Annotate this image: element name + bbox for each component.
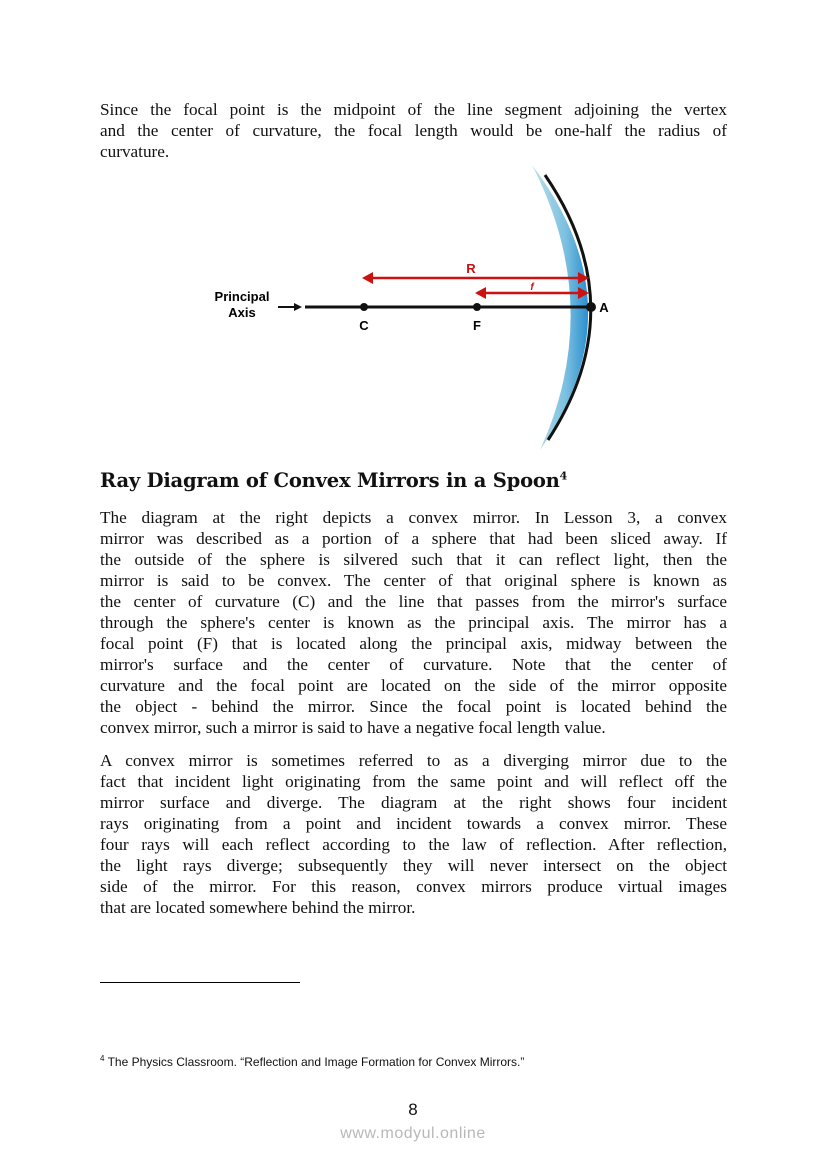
text-line: and the center of curvature, the focal length would be one-half the radius of [100, 121, 727, 140]
text-line: the object - behind the mirror. Since the focal point is located behind the [100, 697, 727, 716]
point-f-label: F [473, 318, 481, 333]
text-line: mirror's surface and the center of curvature. Note that the center of [100, 655, 727, 674]
text-line: Since the focal point is the midpoint of the line segment adjoining the vertex [100, 100, 727, 119]
heading-text: Ray Diagram of Convex Mirrors in a Spoon [100, 469, 560, 492]
text-line: curvature. [100, 142, 170, 161]
footnote-text: The Physics Classroom. “Reflection and Image Formation for Convex Mirrors.” [104, 1055, 525, 1069]
point-a-dot [586, 302, 596, 312]
text-line: that are located somewhere behind the mirror. [100, 898, 416, 917]
text-line: the center of curvature (C) and the line that passes from the mirror's surface [100, 592, 727, 611]
text-line: focal point (F) that is located along the principal axis, midway between the [100, 634, 727, 653]
text-line: mirror was described as a portion of a sphere that had been sliced away. If [100, 529, 727, 548]
text-line: four rays will each reflect according to the law of reflection. After reflection, [100, 835, 727, 854]
text-line: rays originating from a point and incident towards a convex mirror. These [100, 814, 727, 833]
text-line: side of the mirror. For this reason, convex mirrors produce virtual images [100, 877, 727, 896]
page-number: 8 [408, 1100, 418, 1119]
text-line: mirror surface and diverge. The diagram at the right shows four incident [100, 793, 727, 812]
principal-axis-label-1: Principal [214, 289, 270, 304]
axis-pointer-arrowhead [294, 303, 302, 311]
principal-axis-label-2: Axis [228, 305, 256, 320]
heading-footnote-ref: 4 [559, 469, 568, 483]
point-c-label: C [359, 318, 369, 333]
point-f-dot [473, 303, 481, 311]
footnote [100, 1054, 524, 1069]
footnote-number: 4 [100, 1054, 105, 1063]
point-a-label: A [599, 300, 609, 315]
focal-length-label: f [530, 282, 534, 293]
footnote-separator [100, 982, 300, 983]
text-line: A convex mirror is sometimes referred to as a diverging mirror due to the [100, 751, 727, 770]
text-line: convex mirror, such a mirror is said to have a negative focal length value. [100, 718, 606, 737]
text-line: fact that incident light originating from the same point and will reflect off the [100, 772, 727, 791]
body-paragraph-2 [100, 750, 727, 918]
text-line: the outside of the sphere is silvered such that it can reflect light, then the [100, 550, 727, 569]
text-line: mirror is said to be convex. The center of that original sphere is known as [100, 571, 727, 590]
radius-label: R [466, 261, 476, 276]
text-line: The diagram at the right depicts a convex mirror. In Lesson 3, a convex [100, 508, 727, 527]
text-line: through the sphere's center is known as the principal axis. The mirror has a [100, 613, 727, 632]
body-paragraph-1 [100, 507, 727, 738]
point-c-dot [360, 303, 368, 311]
section-heading [100, 469, 567, 492]
text-line: the light rays diverge; subsequently they will never intersect on the object [100, 856, 727, 875]
text-line: curvature and the focal point are located on the side of the mirror opposite [100, 676, 727, 695]
concave-mirror-diagram [0, 0, 826, 470]
watermark: www.modyul.online [340, 1125, 486, 1142]
